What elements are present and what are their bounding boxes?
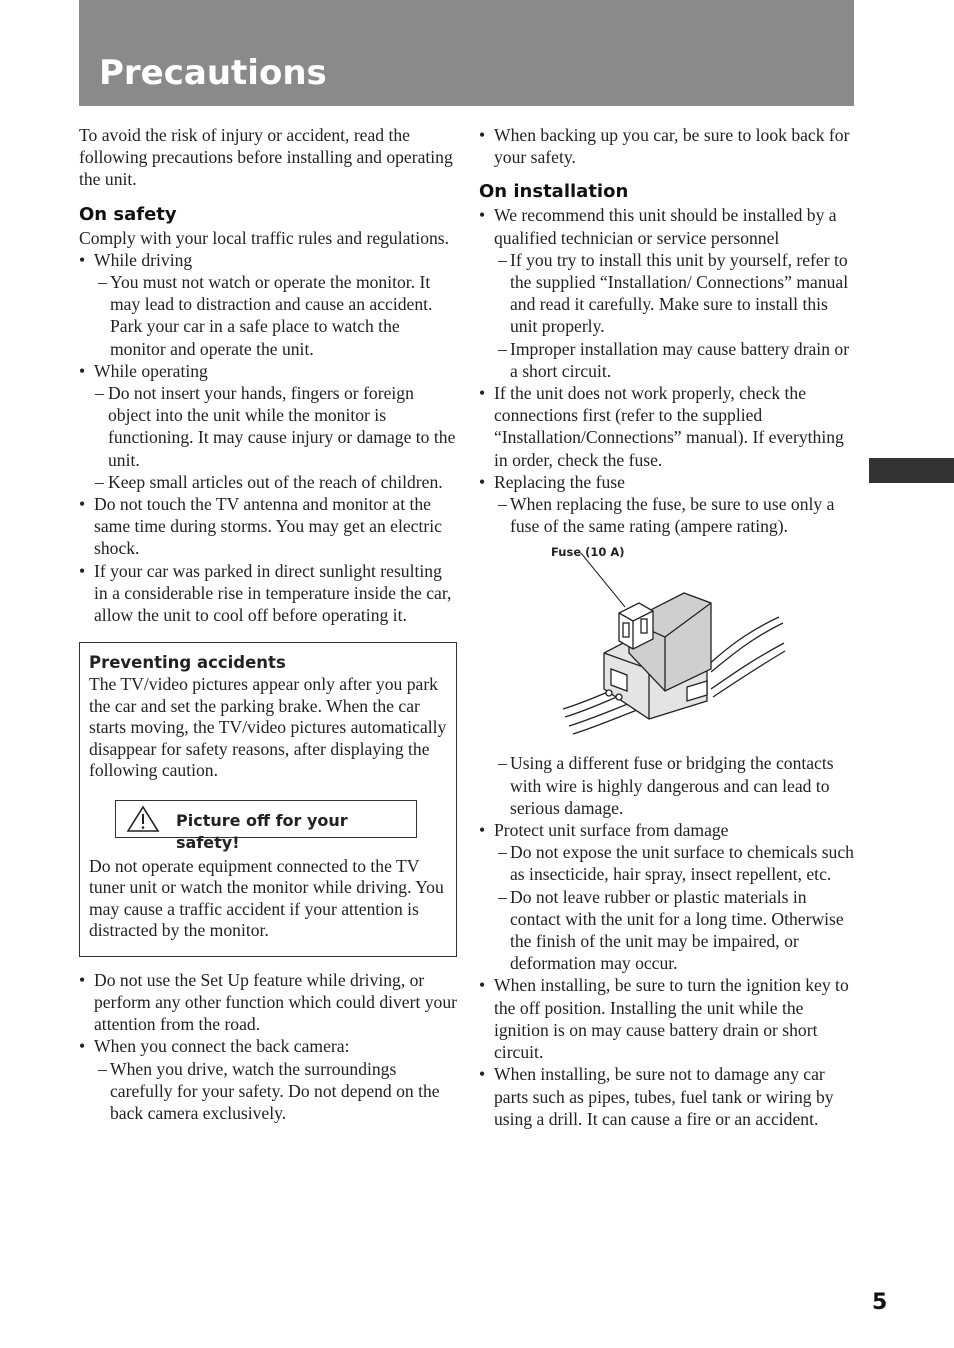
caution-text: Picture off for your safety! — [176, 810, 348, 852]
bullet-setup: • Do not use the Set Up feature while driving, or perform any other function which could divert your attention from the road. — [79, 969, 457, 1036]
page-number: 5 — [872, 1290, 888, 1315]
bullet-recommend: • We recommend this unit should be installed by a qualified technician or service personnel — [479, 204, 859, 248]
bullet-fuse: • Replacing the fuse — [479, 471, 859, 493]
title-banner — [79, 0, 854, 106]
dash-item: – If you try to install this unit by yourself, refer to the supplied “Installation/ Connections” manual and read it carefully. Make sure to install this unit properly. — [479, 249, 859, 338]
dash-item: – Improper installation may cause battery drain or a short circuit. — [479, 338, 859, 382]
bullet-while-operating: • While operating — [79, 360, 457, 382]
dash-item: – Do not insert your hands, fingers or foreign object into the unit while the monitor is functioning. It may cause injury or damage to the unit. — [79, 382, 457, 471]
safety-heading: On safety — [79, 203, 177, 225]
bullet-antenna: • Do not touch the TV antenna and monitor at the same time during storms. You may get an electric shock. — [79, 493, 457, 560]
left-column — [79, 124, 457, 1124]
continuation-text: Park your car in a safe place to watch the monitor and operate the unit. — [110, 316, 400, 359]
dash-item: – Do not expose the unit surface to chemicals such as insecticide, hair spray, insect repellent, etc. — [479, 841, 859, 885]
installation-heading: On installation — [479, 181, 629, 203]
dash-item: – Do not leave rubber or plastic materials in contact with the unit for a long time. Otherwise the finish of the unit may be impaired, or deformation may occur. — [479, 886, 859, 975]
caution-banner — [115, 800, 417, 852]
dash-item: – Keep small articles out of the reach of children. — [79, 471, 457, 493]
bullet-not-work: • If the unit does not work properly, check the connections first (refer to the supplied “Installation/Connections” manual). If everything in order, check the fuse. — [479, 382, 859, 471]
box-text: The TV/video pictures appear only after you park the car and set the parking brake. When the car starts moving, the TV/video pictures automatically disappear for safety reasons, after displaying the following caution. — [89, 674, 447, 781]
safety-intro: Comply with your local traffic rules and regulations. — [79, 227, 450, 248]
dash-item: – Using a different fuse or bridging the contacts with wire is highly dangerous and can lead to serious damage. — [479, 752, 859, 819]
preventing-accidents-box — [79, 642, 457, 957]
dash-item: – When you drive, watch the surroundings carefully for your safety. Do not depend on the back camera exclusively. — [79, 1058, 457, 1125]
bullet-ignition: • When installing, be sure to turn the ignition key to the off position. Installing the unit while the ignition is on may cause battery drain or short circuit. — [479, 974, 859, 1063]
bullet-surface: • Protect unit surface from damage — [479, 819, 859, 841]
box-heading: Preventing accidents — [89, 653, 286, 673]
section-tab — [869, 458, 954, 483]
bullet-sunlight: • If your car was parked in direct sunlight resulting in a considerable rise in temperature inside the car, allow the unit to cool off before operating it. — [79, 560, 457, 627]
fuse-box-illustration — [479, 541, 859, 746]
dash-item: – When replacing the fuse, be sure to use only a fuse of the same rating (ampere rating). — [479, 493, 859, 537]
dash-item: – You must not watch or operate the monitor. It may lead to distraction and cause an accident. — [79, 271, 457, 315]
right-column — [479, 124, 859, 1130]
bullet-drill: • When installing, be sure not to damage any car parts such as pipes, tubes, fuel tank or wiring by using a drill. It can cause a fire or an accident. — [479, 1063, 859, 1130]
warning-icon — [126, 805, 160, 833]
box-text: Do not operate equipment connected to the TV tuner unit or watch the monitor while driving. You may cause a traffic accident if your attention is distracted by the monitor. — [89, 855, 444, 941]
bullet-backing: • When backing up you car, be sure to look back for your safety. — [479, 124, 859, 168]
fuse-figure — [479, 541, 859, 746]
bullet-camera: • When you connect the back camera: — [79, 1035, 457, 1057]
bullet-while-driving: • While driving — [79, 249, 457, 271]
page-title: Precautions — [99, 53, 327, 93]
figure-label: Fuse (10 A) — [551, 545, 625, 560]
intro-text: To avoid the risk of injury or accident, read the following precautions before installing and operating the unit. — [79, 125, 453, 190]
